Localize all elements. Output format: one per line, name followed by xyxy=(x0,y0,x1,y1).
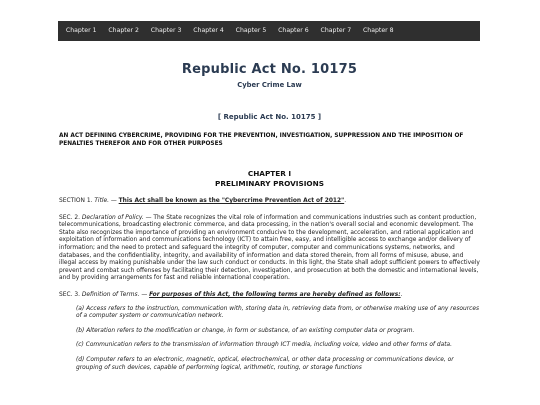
nav-chapter-6[interactable]: Chapter 6 xyxy=(278,27,309,34)
act-number-heading: [ Republic Act No. 10175 ] xyxy=(217,113,322,121)
act-description: AN ACT DEFINING CYBERCRIME, PROVIDING FOR THE PREVENTION, INVESTIGATION, SUPPRESSION AND THE IMPOSITION OF PENALTIES THEREFOR AND FOR OTHER PURPOSES xyxy=(59,133,464,147)
nav-chapter-1[interactable]: Chapter 1 xyxy=(65,27,97,34)
section-2-label: SEC. 2. xyxy=(59,214,80,221)
section-2-text: — The State recognizes the vital role of information and communications industries such as content production, telecommunications, broadcasting electronic commerce, and data processing, in the nation's overall social and economic development. The State also recognizes the importance of providing an environment conducive to the development, acceleration, and rational application and exploitation of information and communications technology (ICT) to attain free, easy, and intelligible access to exchange and/or delivery of information; and the need to protect and safeguard the integrity of computer, computer and communications systems, networks, and databases, and the confidentiality, integrity, and availability of information and data stored therein, from all forms of misuse, abuse, and illegal access by making punishable under the law such conduct or conducts. In this light, the State shall adopt sufficient powers to effectively prevent and combat such offenses by facilitating their detection, investigation, and prosecution at both the domestic and international levels, and by providing arrangements for fast and reliable international cooperation. xyxy=(59,214,480,282)
section-3-dash: — xyxy=(139,291,150,298)
page-title: Republic Act No. 10175 xyxy=(181,62,358,77)
nav-chapter-3[interactable]: Chapter 3 xyxy=(150,27,182,34)
chapter-title: PRELIMINARY PROVISIONS xyxy=(215,178,324,188)
section-3-text: For purposes of this Act, the following terms are hereby defined as follows: xyxy=(149,291,401,298)
definition-item: (b) Alteration refers to the modification or change, in form or substance, of an existing computer data or program. xyxy=(76,327,415,334)
definition-item: (c) Communication refers to the transmission of information through ICT media, including voice, video and other forms of data. xyxy=(76,342,453,349)
page-subtitle: Cyber Crime Law xyxy=(237,81,302,89)
section-2 xyxy=(59,215,480,283)
section-2-heading: Declaration of Policy. xyxy=(81,214,144,221)
nav-chapter-8[interactable]: Chapter 8 xyxy=(362,27,394,34)
section-3-label: SEC. 3. xyxy=(59,291,80,298)
nav-chapter-7[interactable]: Chapter 7 xyxy=(320,27,352,34)
definition-item: (d) Computer refers to an electronic, magnetic, optical, electrochemical, or other data processing or communications device, or grouping of such devices, capable of performing logical, arithmetic, routing, or storage functions xyxy=(76,356,454,371)
chapter-number: CHAPTER I xyxy=(247,169,292,178)
section-3 xyxy=(59,292,480,300)
section-1-dash: — xyxy=(109,198,119,204)
nav-chapter-5[interactable]: Chapter 5 xyxy=(235,27,267,34)
section-1-heading: Title. xyxy=(94,198,110,204)
section-1-label: SECTION 1. xyxy=(59,198,93,204)
nav-chapter-4[interactable]: Chapter 4 xyxy=(193,27,224,34)
section-3-heading: Definition of Terms. xyxy=(81,291,140,298)
section-1-text: This Act shall be known as the "Cybercrime Prevention Act of 2012" xyxy=(118,198,345,204)
section-3-end: . xyxy=(400,291,403,298)
nav-chapter-2[interactable]: Chapter 2 xyxy=(108,27,139,34)
section-1-end: . xyxy=(344,198,347,204)
document-body xyxy=(59,62,480,372)
definition-item: (a) Access refers to the instruction, communication with, storing data in, retrieving data from, or otherwise making use of any resources of a computer system or communication network. xyxy=(76,305,480,320)
section-1 xyxy=(59,198,480,206)
chapter-heading xyxy=(59,169,480,188)
chapter-navbar xyxy=(58,21,480,41)
